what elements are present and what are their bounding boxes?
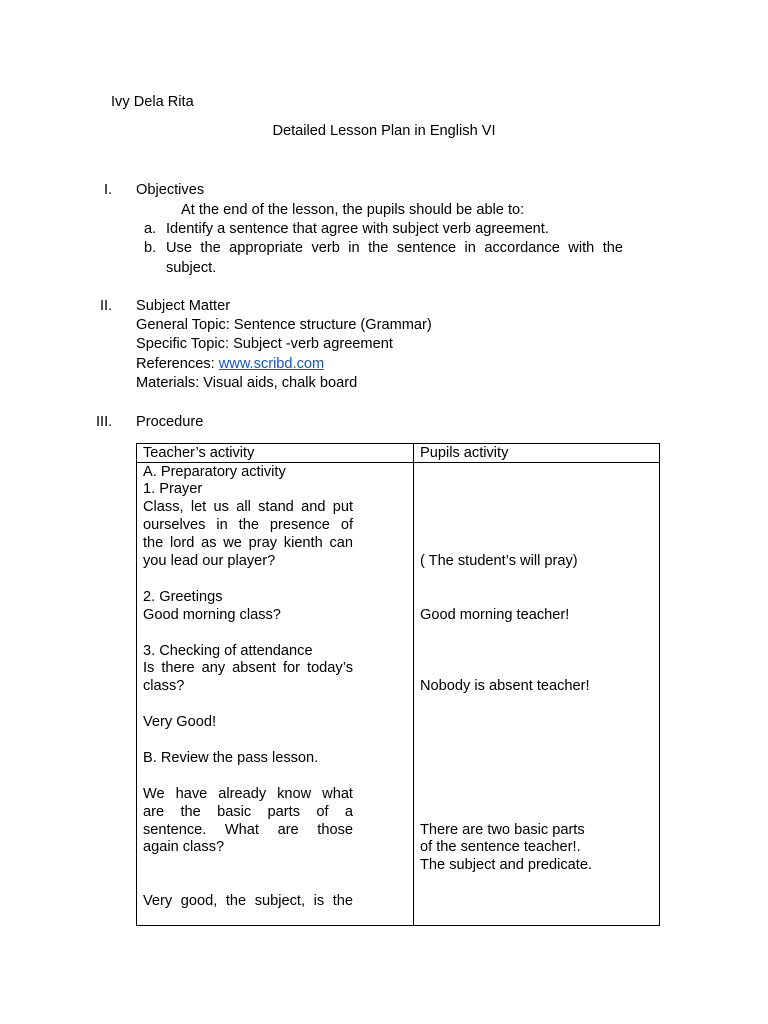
materials: Materials: Visual aids, chalk board — [136, 375, 358, 391]
pupils-activity-line: Good morning teacher! — [420, 606, 570, 623]
objective-text: Identify a sentence that agree with subject verb agreement. — [166, 221, 549, 237]
teacher-activity-line: again class? — [143, 839, 225, 856]
procedure-heading: Procedure — [136, 414, 204, 430]
teacher-activity-line: We have already know what — [143, 785, 353, 802]
objective-marker: b. — [144, 240, 157, 256]
teacher-activity-line: class? — [143, 678, 185, 695]
teacher-activity-line: Good morning class? — [143, 606, 281, 623]
pupils-activity-line: There are two basic parts — [420, 821, 585, 838]
pupils-activity-line: Nobody is absent teacher! — [420, 678, 590, 695]
teacher-activity-line: you lead our player? — [143, 553, 276, 569]
teacher-activity-line: are the basic parts of a — [143, 803, 353, 820]
objective-marker: a. — [144, 221, 157, 237]
procedure-numeral: III. — [96, 414, 113, 430]
references-link[interactable]: www.scribd.com — [218, 356, 325, 372]
objectives-numeral: I. — [104, 182, 113, 198]
pupils-activity-line: of the sentence teacher!. — [420, 839, 581, 856]
teacher-activity-line: Is there any absent for today’s — [143, 660, 353, 677]
objective-text: Use the appropriate verb in the sentence in accordance with the — [166, 240, 623, 256]
teacher-activity-line: A. Preparatory activity — [143, 463, 286, 480]
teacher-activity-line: B. Review the pass lesson. — [143, 749, 319, 766]
teacher-activity-header: Teacher’s activity — [143, 445, 255, 461]
objective-text-continued: subject. — [166, 260, 217, 276]
specific-topic: Specific Topic: Subject -verb agreement — [136, 336, 393, 352]
document-title: Detailed Lesson Plan in English VI — [272, 123, 496, 139]
general-topic: General Topic: Sentence structure (Grammar) — [136, 317, 432, 333]
pupils-activity-line: The subject and predicate. — [420, 857, 592, 874]
pupils-activity-line: ( The student’s will pray) — [420, 553, 578, 569]
teacher-activity-line: Very good, the subject, is the — [143, 893, 353, 910]
subject-matter-heading: Subject Matter — [136, 298, 231, 314]
teacher-activity-line: the lord as we pray kienth can — [143, 535, 353, 552]
teacher-activity-line: 2. Greetings — [143, 588, 223, 605]
author-name: Ivy Dela Rita — [111, 94, 194, 110]
table-column-divider — [413, 444, 414, 925]
teacher-activity-line: Very Good! — [143, 714, 217, 731]
objectives-intro: At the end of the lesson, the pupils should be able to: — [181, 202, 525, 218]
objectives-heading: Objectives — [136, 182, 205, 198]
pupils-activity-header: Pupils activity — [420, 445, 509, 461]
subject-matter-numeral: II. — [100, 298, 113, 314]
procedure-table — [136, 443, 660, 926]
teacher-activity-line: Class, let us all stand and put — [143, 499, 353, 516]
references — [136, 355, 324, 373]
references-label: References: — [136, 356, 219, 372]
teacher-activity-line: ourselves in the presence of — [143, 517, 353, 534]
teacher-activity-line: sentence. What are those — [143, 821, 353, 838]
teacher-activity-line: 1. Prayer — [143, 481, 203, 498]
teacher-activity-line: 3. Checking of attendance — [143, 642, 313, 659]
